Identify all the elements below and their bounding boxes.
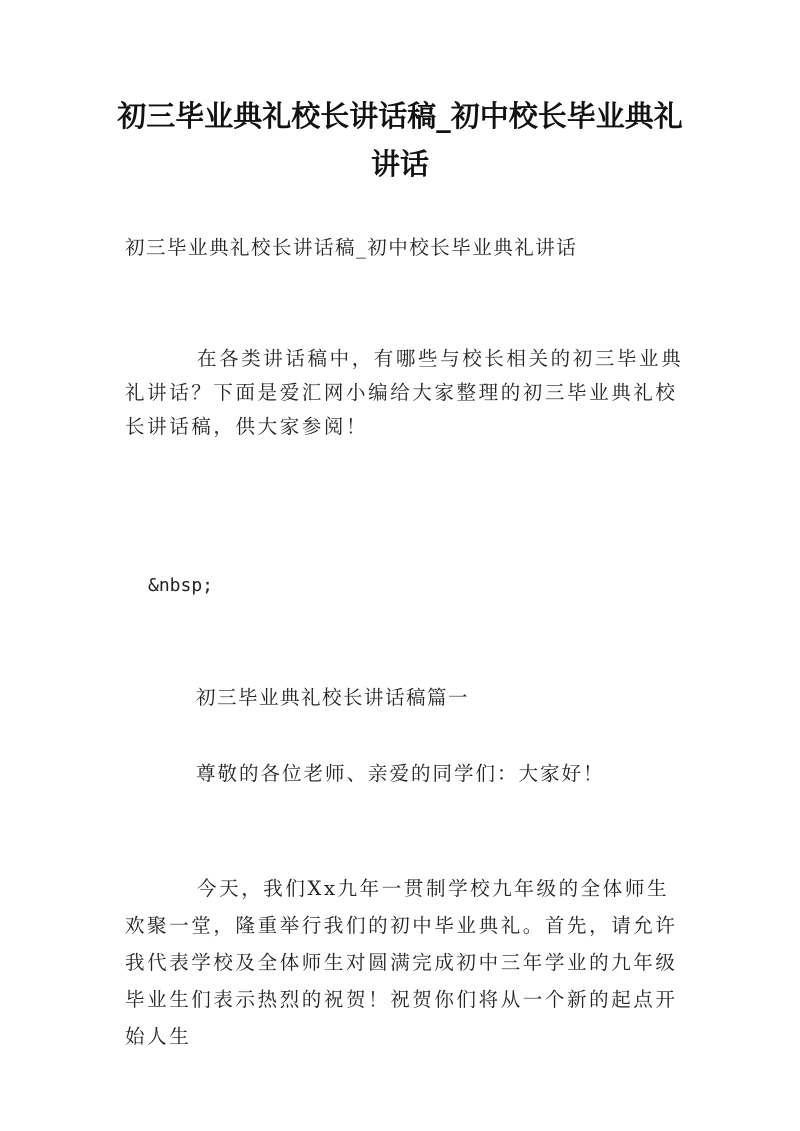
section-heading: 初三毕业典礼校长讲话稿篇一 <box>196 686 470 709</box>
nbsp-literal: &nbsp; <box>148 575 214 596</box>
document-title: 初三毕业典礼校长讲话稿_初中校长毕业典礼讲话 <box>117 99 683 181</box>
body-paragraph: 今天，我们Xx九年一贯制学校九年级的全体师生欢聚一堂，隆重举行我们的初中毕业典礼。首先，请允许我代表学校及全体师生对圆满完成初中三年学业的九年级毕业生们表示热烈的祝贺！祝贺你们将从一个新的起点开始人生 <box>125 877 678 1048</box>
greeting-line: 尊敬的各位老师、亲爱的同学们：大家好！ <box>196 762 605 785</box>
document-subtitle: 初三毕业典礼校长讲话稿_初中校长毕业典礼讲话 <box>125 236 578 259</box>
intro-paragraph: 在各类讲话稿中，有哪些与校长相关的初三毕业典礼讲话？下面是爱汇网小编给大家整理的初三毕业典礼校长讲话稿，供大家参阅！ <box>125 347 684 438</box>
